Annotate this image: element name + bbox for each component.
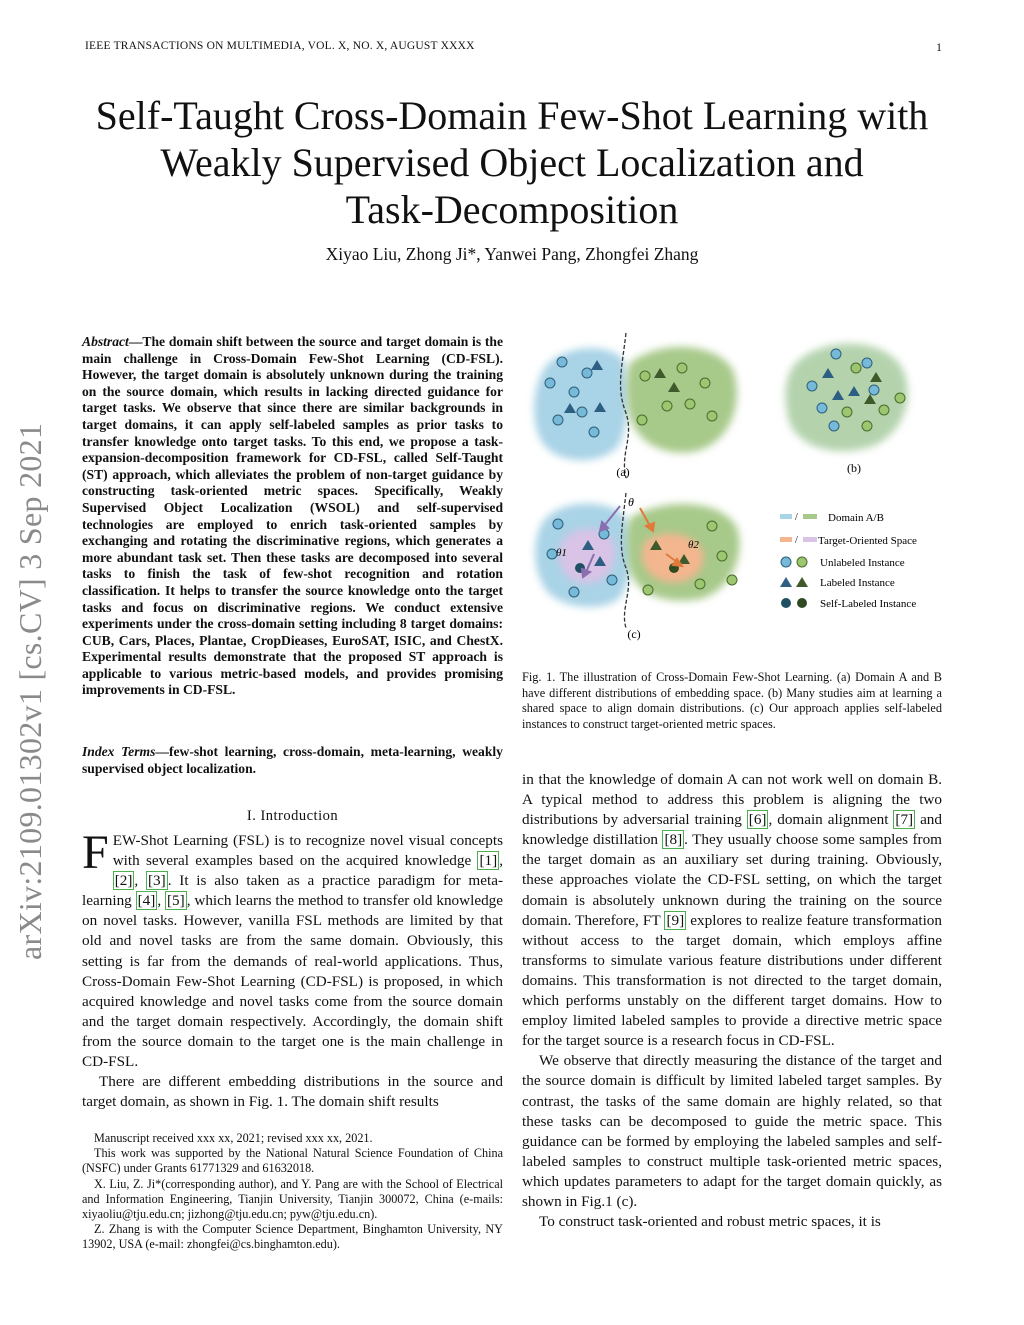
index-terms: [82, 744, 503, 777]
footnote-funding: This work was supported by the National Natural Science Foundation of China (NSFC) under Grants 61771329 and 61632018.: [82, 1146, 503, 1176]
arxiv-stamp: arXiv:2109.01302v1 [cs.CV] 3 Sep 2021: [12, 422, 48, 960]
legend-self-labeled: Self-Labeled Instance: [820, 598, 917, 610]
citation-link[interactable]: [7]: [895, 811, 914, 829]
svg-text:/: /: [795, 535, 798, 546]
label-c: (c): [627, 627, 641, 641]
paper-title: [60, 92, 964, 233]
title-line-3: Task-Decomposition: [345, 187, 679, 232]
title-line-2: Weakly Supervised Object Localization and: [160, 140, 864, 185]
drop-cap: F: [82, 826, 109, 879]
footnotes: [82, 1131, 503, 1253]
legend-target-space: Target-Oriented Space: [818, 535, 917, 547]
citation-link[interactable]: [1]: [479, 852, 498, 870]
authors: Xiyao Liu, Zhong Ji*, Yanwei Pang, Zhongfei Zhang: [325, 244, 699, 264]
page-number: 1: [936, 40, 942, 54]
section-heading-introduction: I. Introduction: [246, 808, 339, 824]
figure-caption: Fig. 1. The illustration of Cross-Domain Few-Shot Learning. (a) Domain A and B have different distributions of embedding space. (b) Many studies aim at learning a shared space to align domain distributions. (c) Our approach applies self-labeled instances to construct target-oriented metric spaces.: [522, 670, 942, 731]
right-paragraph-2: We observe that directly measuring the distance of the target and the source domain is difficult by limited labeled target samples. By contrast, the tasks of the same domain are highly related, so that these tasks can be decomposed to guide the metric space. This guidance can be formed by employing the labeled samples and self-labeled samples to construct multiple task-oriented metric spaces, which updates parameters to adapt for the target domain quickly, as shown in Fig.1 (c).: [522, 1052, 942, 1210]
running-head: IEEE TRANSACTIONS ON MULTIMEDIA, VOL. X, NO. X, AUGUST XXXX: [85, 40, 475, 52]
theta1-label: θ1: [556, 547, 567, 559]
index-terms-label: Index Terms: [82, 744, 156, 759]
intro-paragraph-1: FEW-Shot Learning (FSL) is to recognize novel visual concepts with several examples based on the acquired knowledge [1] , [2] , [3] . It is also taken as a practice paradigm for meta-learning [4] , [5] , which learns the method to transfer old knowledge on novel tasks. However, vanilla FSL methods are limited by that old and novel tasks are from the same domain. Obviously, this setting is far from the demands of real-world applications. Thus, Cross-Domain Few-Shot Learning (CD-FSL) is proposed, in which acquired knowledge and novel tasks come from the source domain and the target domain respectively. Accordingly, the domain shift from the source domain to the target one is the main challenge in CD-FSL.: [82, 826, 504, 1071]
citation-link[interactable]: [2]: [114, 872, 133, 890]
index-terms-text: —few-shot learning, cross-domain, meta-learning, weakly supervised object localization.: [82, 744, 503, 776]
domain-a-blob: [534, 348, 628, 460]
panel-c: [535, 493, 739, 641]
footnote-received: Manuscript received xxx xx, 2021; revised xxx xx, 2021.: [94, 1131, 373, 1145]
panel-a: [534, 333, 737, 479]
title-line-1: Self-Taught Cross-Domain Few-Shot Learning with: [95, 93, 929, 138]
theta2-label: θ2: [688, 539, 699, 551]
figure-1: [522, 328, 952, 646]
right-paragraph-3: To construct task-oriented and robust metric spaces, it is: [539, 1213, 881, 1231]
figure-legend: [780, 512, 917, 610]
legend-labeled: Labeled Instance: [820, 577, 895, 589]
abstract-label: Abstract: [82, 334, 129, 349]
intro-paragraph-2: There are different embedding distributions in the source and target domain, as shown in Fig. 1. The domain shift results: [82, 1073, 503, 1111]
footnote-affiliation-2: Z. Zhang is with the Computer Science Department, Binghamton University, NY 13902, USA (e-mail: zhongfei@cs.binghamton.edu).: [82, 1222, 503, 1252]
footnote-affiliation-1: X. Liu, Z. Ji*(corresponding author), and Y. Pang are with the School of Electrical and Information Engineering, Tianjin University, Tianjin 300072, China (e-mails: xiyaoliu@tju.edu.cn; jizhong@tju.edu.cn; pyw@tju.edu.cn).: [82, 1176, 503, 1222]
intro-body: [82, 826, 504, 1112]
right-column-body: [522, 770, 942, 1232]
label-b: (b): [847, 461, 861, 475]
theta-label: θ: [628, 495, 634, 509]
legend-domain: Domain A/B: [828, 512, 884, 524]
citation-link[interactable]: [8]: [664, 831, 683, 849]
shared-space-blob: [785, 344, 907, 452]
citation-link[interactable]: [5]: [166, 892, 185, 910]
legend-unlabeled: Unlabeled Instance: [820, 557, 905, 569]
abstract-text: —The domain shift between the source and target domain is the main challenge in Cross-Domain Few-Shot Learning (CD-FSL). However, the target domain is absolutely unknown during the training on the source domain, which results in lacking directed guidance for target tasks. We observe that since there are similar backgrounds in target domains, it can apply self-labeled samples as prior tasks to transfer knowledge onto target tasks. To this end, we propose a task-expansion-decomposition framework for CD-FSL, called Self-Taught (ST) approach, which alleviates the problem of non-target guidance by constructing task-oriented metric spaces. Specifically, Weakly Supervised Object Localization (WSOL) and self-supervised technologies are employed to enrich task-oriented samples by exchanging and rotating the discriminative regions, which generates a more abundant task set. Then these tasks are decomposed into several tasks to finish the task of few-shot recognition and rotation classification. It helps to transfer the source knowledge onto the target tasks and focus on discriminative regions. We conduct extensive experiments under the cross-domain setting including 8 target domains: CUB, Cars, Places, Plantae, CropDieases, EuroSAT, ISIC, and ChestX. Experimental results demonstrate that the proposed ST approach is applicable to various metric-based models, and provides promising improvements in CD-FSL.: [82, 334, 503, 698]
svg-text:/: /: [795, 512, 798, 523]
citation-link[interactable]: [3]: [147, 872, 166, 890]
panel-b: [785, 344, 907, 475]
right-paragraph-1: in that the knowledge of domain A can not work well on domain B. A typical method to address this problem is aligning the two distributions by adversarial training [6] , domain alignment [7] and knowledge distillation [8] . They usually choose some samples from the target domain as an auxiliary set during training. Obviously, these approaches violate the CD-FSL setting, on which the target domain is absolutely unknown during the training on the source domain. Therefore, FT [9] explores to realize feature transformation without access to the target domain, which employs affine transforms to simulate various feature distributions under different domains. This transformation is not directed to the target domain, which performs unstably on the different target domains. How to employ limited labeled samples to provide a directive metric space for the target source is a research focus in CD-FSL.: [522, 771, 942, 1050]
citation-link[interactable]: [9]: [666, 911, 685, 929]
citation-link[interactable]: [4]: [137, 892, 156, 910]
citation-link[interactable]: [6]: [748, 811, 767, 829]
label-a: (a): [616, 465, 630, 479]
abstract: [82, 334, 503, 699]
